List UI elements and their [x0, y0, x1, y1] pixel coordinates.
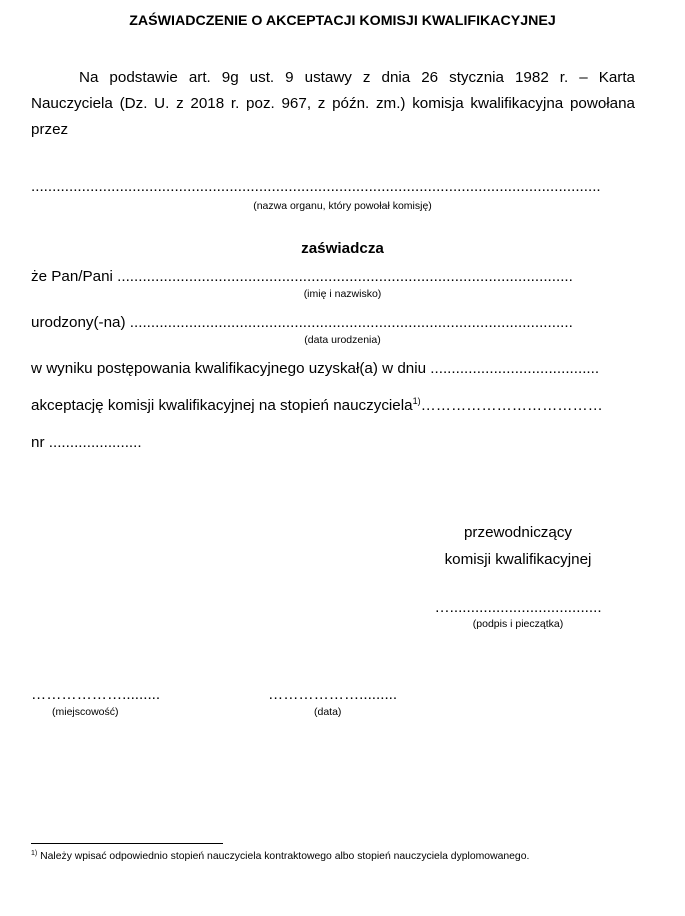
birth-label: urodzony(-na): [31, 314, 126, 331]
birth-row: [31, 314, 635, 331]
place-field[interactable]: ……………….........: [31, 686, 161, 703]
name-caption: (imię i nazwisko): [303, 288, 382, 300]
intro-line-1: Na podstawie art. 9g ust. 9 ustawy z dnia 26 stycznia 1982 r. – Karta: [79, 69, 635, 86]
certifies-heading: zaświadcza: [301, 240, 384, 257]
footnote-marker: 1): [31, 850, 38, 857]
birth-date-field[interactable]: .........................................................................................................: [129, 314, 573, 331]
place-caption: (miejscowość): [52, 706, 119, 718]
signature-field[interactable]: …....................................: [434, 599, 602, 616]
procedure-row: [31, 360, 635, 377]
birth-caption: (data urodzenia): [304, 334, 381, 346]
name-field[interactable]: ............................................................................................................: [117, 268, 573, 285]
procedure-date-field[interactable]: ........................................: [430, 360, 600, 377]
committee-name: komisji kwalifikacyjnej: [444, 551, 592, 568]
degree-field[interactable]: ………………………………: [420, 397, 603, 414]
organ-name-caption: (nazwa organu, który powołał komisję): [253, 200, 432, 212]
number-row: [31, 434, 142, 451]
degree-row: [31, 397, 635, 414]
footnote-divider: [31, 843, 223, 844]
date-field[interactable]: ……………….........: [268, 686, 398, 703]
organ-name-field[interactable]: [31, 178, 635, 195]
organ-name-dots: .......................................................................................................................................: [31, 178, 601, 195]
procedure-label: w wyniku postępowania kwalifikacyjnego uzyskał(a) w dniu: [31, 360, 427, 377]
intro-paragraph: [31, 65, 635, 143]
name-label: że Pan/Pani: [31, 268, 113, 285]
degree-label: akceptację komisji kwalifikacyjnej na stopień nauczyciela: [31, 397, 413, 414]
document-title: ZAŚWIADCZENIE O AKCEPTACJI KOMISJI KWALIFIKACYJNEJ: [129, 13, 556, 29]
footnote-text: Należy wpisać odpowiednio stopień nauczyciela kontraktowego albo stopień nauczyciela dyplomowanego.: [40, 851, 530, 862]
intro-line-3: przez: [31, 121, 69, 138]
intro-line-2: Nauczyciela (Dz. U. z 2018 r. poz. 967, z późn. zm.) komisja kwalifikacyjna powołana: [31, 95, 635, 112]
date-caption: (data): [314, 706, 342, 718]
name-row: [31, 268, 635, 285]
number-label: nr: [31, 434, 45, 451]
footnote-reference: 1): [412, 397, 421, 406]
number-field[interactable]: ......................: [48, 434, 142, 451]
footnote: [31, 851, 529, 862]
signature-caption: (podpis i pieczątka): [472, 618, 564, 630]
chairman-title: przewodniczący: [463, 524, 573, 541]
